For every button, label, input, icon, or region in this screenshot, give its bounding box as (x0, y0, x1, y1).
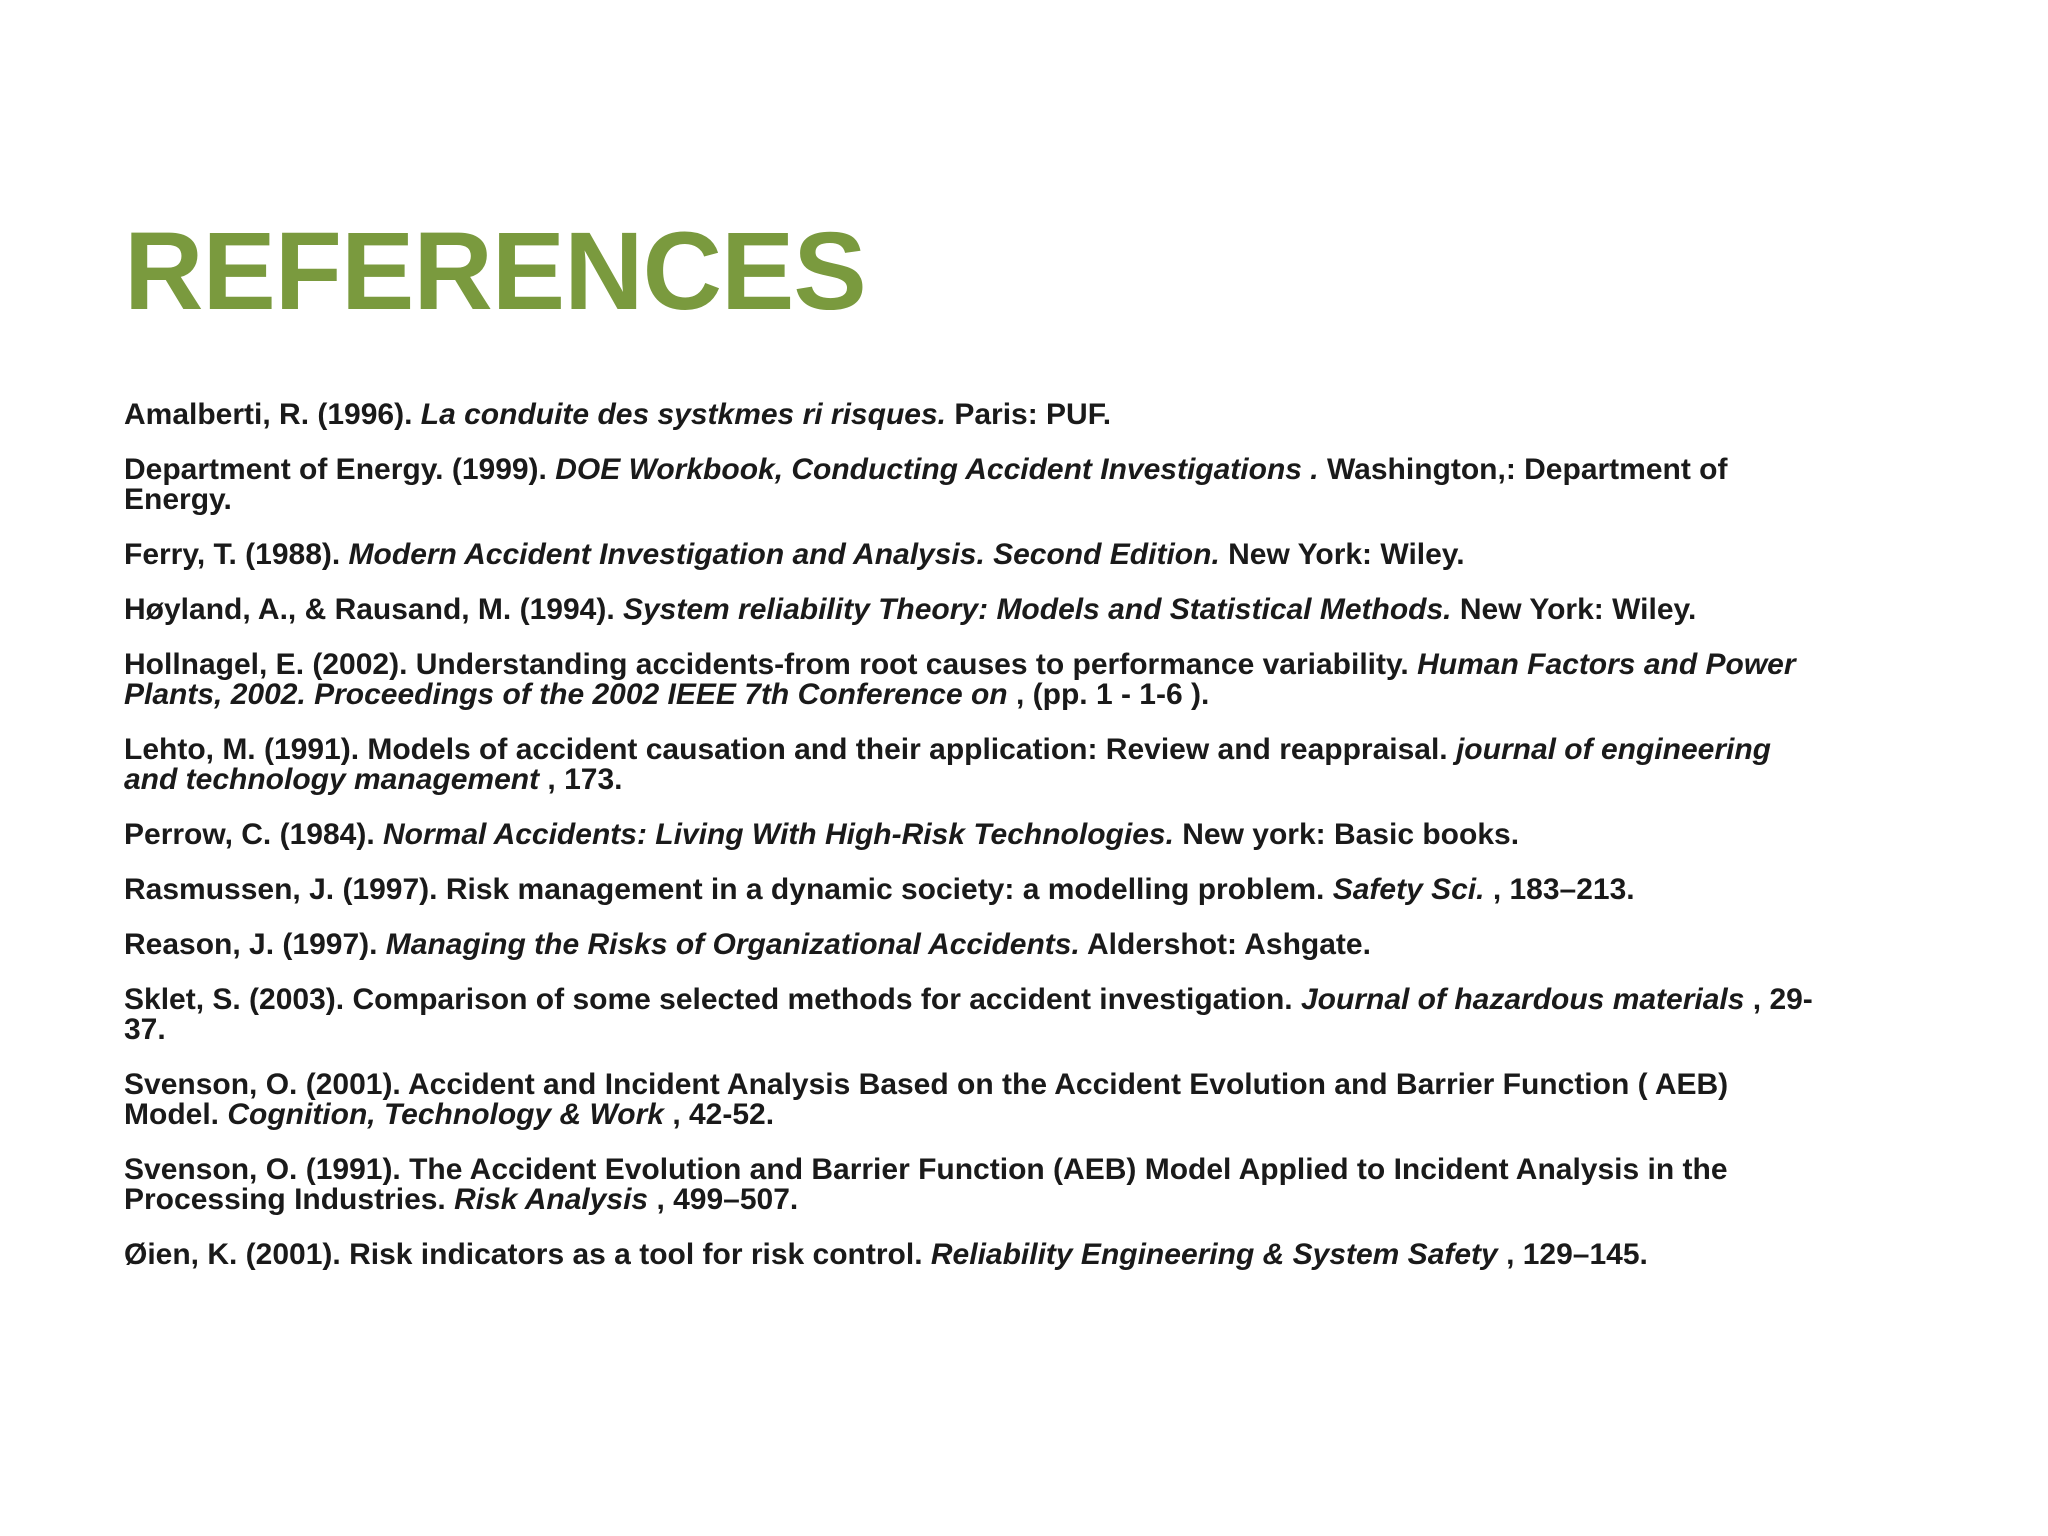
reference-item (124, 540, 1824, 570)
page-title: REFERENCES (124, 210, 866, 333)
reference-source: Normal Accidents: Living With High-Risk Technologies. (382, 818, 1174, 851)
reference-item (124, 1155, 1824, 1215)
reference-details: , 42-52. (663, 1098, 775, 1131)
reference-item (124, 650, 1824, 710)
reference-source: System reliability Theory: Models and Statistical Methods. (622, 593, 1452, 626)
reference-text: Perrow, C. (1984). (124, 818, 383, 851)
reference-item (124, 930, 1824, 960)
reference-source: Reliability Engineering & System Safety (930, 1238, 1498, 1271)
reference-source: Cognition, Technology & Work (227, 1098, 664, 1131)
reference-source: journal of engineering and technology management (124, 733, 1771, 796)
reference-text: Sklet, S. (2003). Comparison of some selected methods for accident investigation. (124, 983, 1301, 1016)
reference-text: Department of Energy. (1999). (124, 453, 556, 486)
reference-details: , 499–507. (648, 1183, 799, 1216)
reference-source: Human Factors and Power Plants, 2002. Proceedings of the 2002 IEEE 7th Conference on (124, 648, 1796, 711)
reference-details: New York: Wiley. (1219, 538, 1465, 571)
reference-source: Managing the Risks of Organizational Accidents. (385, 928, 1080, 961)
reference-item (124, 985, 1824, 1045)
reference-text: Rasmussen, J. (1997). Risk management in a dynamic society: a modelling problem. (124, 873, 1333, 906)
reference-details: , 173. (539, 763, 623, 796)
reference-source: La conduite des systkmes ri risques. (420, 398, 946, 431)
reference-source: Journal of hazardous materials (1300, 983, 1745, 1016)
reference-list (124, 400, 1824, 1295)
reference-details: , 29-37. (124, 983, 1813, 1046)
reference-details: Washington,: Department of Energy. (124, 453, 1728, 516)
reference-details: , 129–145. (1497, 1238, 1648, 1271)
reference-item (124, 875, 1824, 905)
reference-item (124, 595, 1824, 625)
reference-text: Ferry, T. (1988). (124, 538, 349, 571)
reference-details: Aldershot: Ashgate. (1079, 928, 1371, 961)
reference-source: Safety Sci. (1332, 873, 1485, 906)
reference-text: Øien, K. (2001). Risk indicators as a tool for risk control. (124, 1238, 931, 1271)
reference-text: Reason, J. (1997). (124, 928, 386, 961)
reference-text: Høyland, A., & Rausand, M. (1994). (124, 593, 623, 626)
reference-details: , (pp. 1 - 1-6 ). (1007, 678, 1210, 711)
reference-source: Modern Accident Investigation and Analysis. Second Edition. (348, 538, 1220, 571)
reference-item (124, 455, 1824, 515)
reference-details: New york: Basic books. (1173, 818, 1520, 851)
reference-text: Svenson, O. (1991). The Accident Evolution and Barrier Function (AEB) Model Applied to Incident Analysis in the Processing Industries. (124, 1153, 1728, 1216)
reference-text: Lehto, M. (1991). Models of accident causation and their application: Review and reappraisal. (124, 733, 1456, 766)
reference-source: DOE Workbook, Conducting Accident Investigations . (555, 453, 1319, 486)
reference-item (124, 1240, 1824, 1270)
reference-details: Paris: PUF. (945, 398, 1112, 431)
reference-item (124, 1070, 1824, 1130)
reference-source: Risk Analysis (454, 1183, 649, 1216)
reference-item (124, 735, 1824, 795)
reference-details: New York: Wiley. (1451, 593, 1697, 626)
reference-item (124, 820, 1824, 850)
reference-details: , 183–213. (1484, 873, 1635, 906)
reference-text: Svenson, O. (2001). Accident and Incident Analysis Based on the Accident Evolution and Barrier Function ( AEB) Model. (124, 1068, 1729, 1131)
reference-text: Amalberti, R. (1996). (124, 398, 421, 431)
reference-text: Hollnagel, E. (2002). Understanding accidents-from root causes to performance variability. (124, 648, 1418, 681)
reference-item (124, 400, 1824, 430)
